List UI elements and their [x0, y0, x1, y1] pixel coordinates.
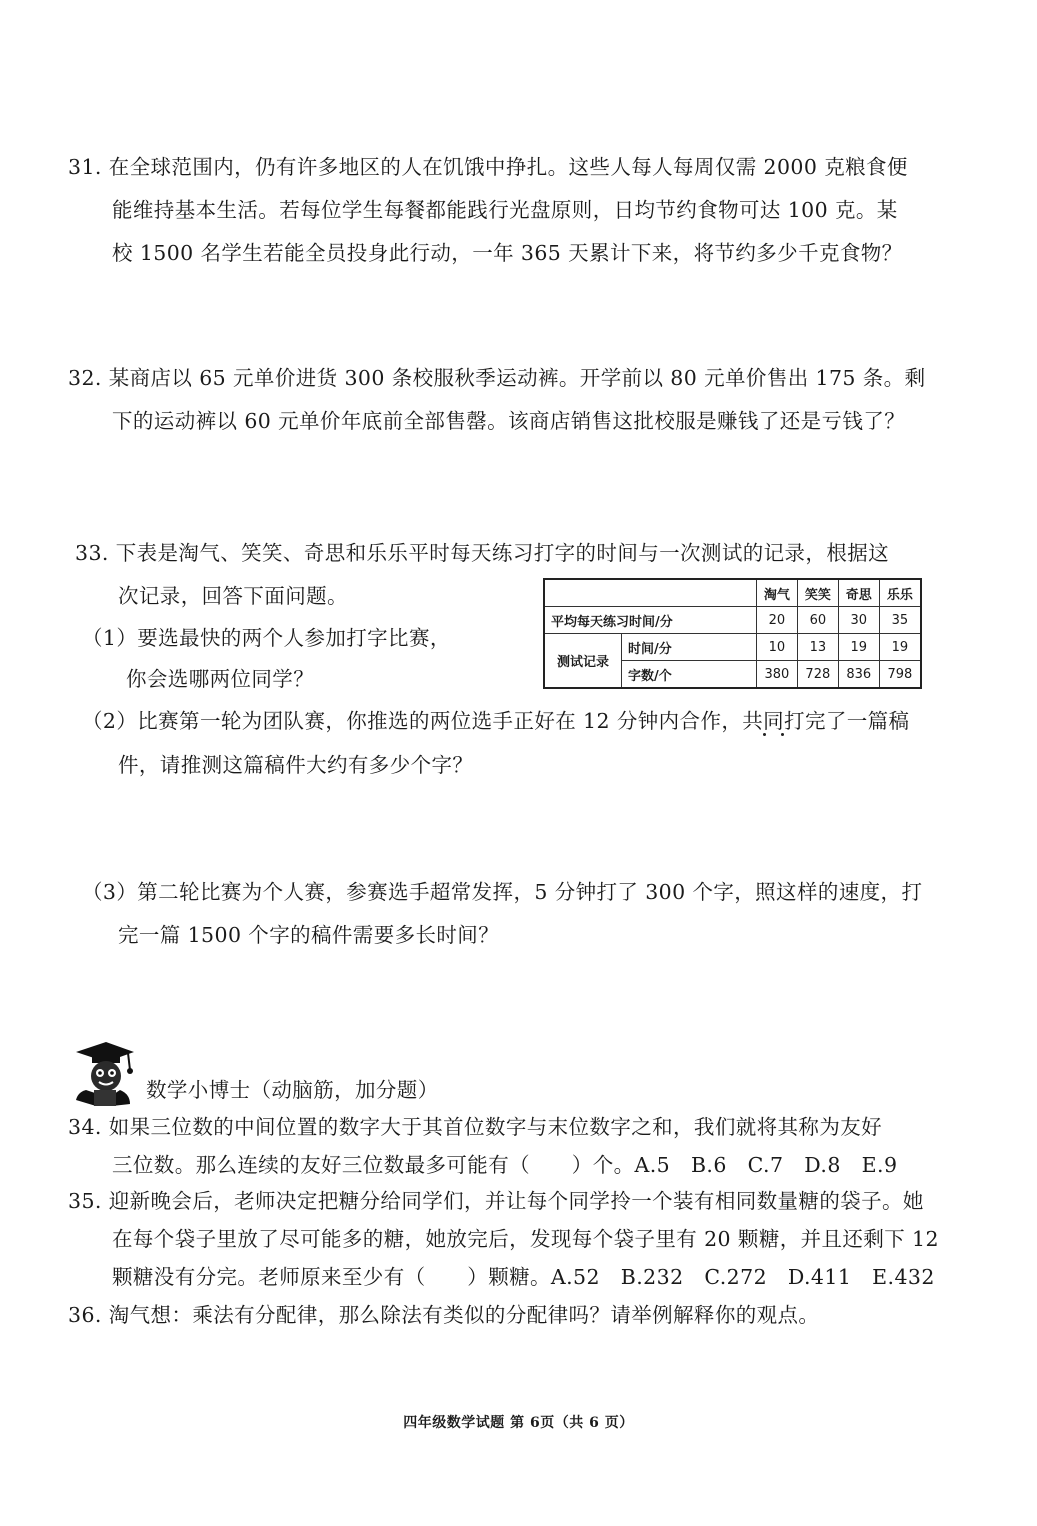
table-cell: 10 — [756, 634, 797, 661]
q32-line-1: 32. 某商店以 65 元单价进货 300 条校服秋季运动裤。开学前以 80 元单价售出 175 条。剩 — [68, 366, 926, 390]
q33-part3-line-2: 完一篇 1500 个字的稿件需要多长时间？ — [118, 923, 500, 947]
q33-line-2: 次记录，回答下面问题。 — [118, 584, 348, 608]
table-cell: 19 — [879, 634, 921, 661]
row-label-test-record: 测试记录 — [544, 634, 622, 689]
table-corner-cell — [544, 579, 756, 607]
q33-part1-line-2: 你会选哪两位同学？ — [126, 667, 315, 691]
q35-line-2: 在每个袋子里放了尽可能多的糖，她放完后，发现每个袋子里有 20 颗糖，并且还剩下 12 — [112, 1227, 939, 1251]
q35-line-3: 颗糖没有分完。老师原来至少有（ ）颗糖。A.52 B.232 C.272 D.411 E.432 — [112, 1265, 935, 1289]
table-cell: 13 — [797, 634, 838, 661]
table-cell: 20 — [756, 607, 797, 634]
q31-line-2: 能维持基本生活。若每位学生每餐都能践行光盘原则，日均节约食物可达 100 克。某 — [112, 198, 898, 222]
table-row — [544, 607, 921, 634]
q35-line-1: 35. 迎新晚会后，老师决定把糖分给同学们，并让每个同学拎一个装有相同数量糖的袋子。她 — [68, 1189, 924, 1213]
table-cell: 30 — [838, 607, 879, 634]
table-cell: 60 — [797, 607, 838, 634]
typing-record-table — [543, 578, 922, 689]
q31-line-1: 31. 在全球范围内，仍有许多地区的人在饥饿中挣扎。这些人每人每周仅需 2000 克粮食便 — [68, 155, 908, 179]
q31-line-3: 校 1500 名学生若能全员投身此行动，一年 365 天累计下来，将节约多少千克食物？ — [112, 241, 903, 265]
table-cell: 798 — [879, 661, 921, 689]
q33-part3-line-1: （3）第二轮比赛为个人赛，参赛选手超常发挥，5 分钟打了 300 个字，照这样的速度，打 — [82, 880, 923, 904]
q33-part1-line-1: （1）要选最快的两个人参加打字比赛， — [82, 626, 451, 650]
table-row — [544, 634, 921, 661]
table-header-name: 乐乐 — [879, 579, 921, 607]
bonus-section-title: 数学小博士（动脑筋，加分题） — [146, 1078, 439, 1102]
row-label-words: 字数/个 — [622, 661, 757, 689]
table-header-name: 笑笑 — [797, 579, 838, 607]
page-footer: 四年级数学试题 第 6页（共 6 页） — [403, 1415, 634, 1431]
q33-part2-line-1: （2）比赛第一轮为团队赛，你推选的两位选手正好在 12 分钟内合作，共同打完了一篇稿 — [82, 709, 910, 733]
row-label-practice: 平均每天练习时间/分 — [544, 607, 756, 634]
table-cell: 836 — [838, 661, 879, 689]
emphasis-dot — [781, 733, 784, 736]
table-header-name: 奇思 — [838, 579, 879, 607]
table-cell: 728 — [797, 661, 838, 689]
q36-line-1: 36. 淘气想：乘法有分配律，那么除法有类似的分配律吗？请举例解释你的观点。 — [68, 1303, 820, 1327]
q33-part2-line-2: 件，请推测这篇稿件大约有多少个字？ — [118, 753, 474, 777]
doctor-mascot-icon — [68, 1040, 138, 1110]
q32-line-2: 下的运动裤以 60 元单价年底前全部售罄。该商店销售这批校服是赚钱了还是亏钱了？ — [112, 409, 906, 433]
row-label-time: 时间/分 — [622, 634, 757, 661]
q33-line-1: 33. 下表是淘气、笑笑、奇思和乐乐平时每天练习打字的时间与一次测试的记录，根据这 — [75, 541, 890, 565]
table-cell: 19 — [838, 634, 879, 661]
table-header-name: 淘气 — [756, 579, 797, 607]
table-header-row — [544, 579, 921, 607]
emphasis-dot — [763, 733, 766, 736]
table-cell: 35 — [879, 607, 921, 634]
q34-line-2: 三位数。那么连续的友好三位数最多可能有（ ）个。A.5 B.6 C.7 D.8 E.9 — [112, 1153, 898, 1177]
table-cell: 380 — [756, 661, 797, 689]
q34-line-1: 34. 如果三位数的中间位置的数字大于其首位数字与末位数字之和，我们就将其称为友好 — [68, 1115, 883, 1139]
